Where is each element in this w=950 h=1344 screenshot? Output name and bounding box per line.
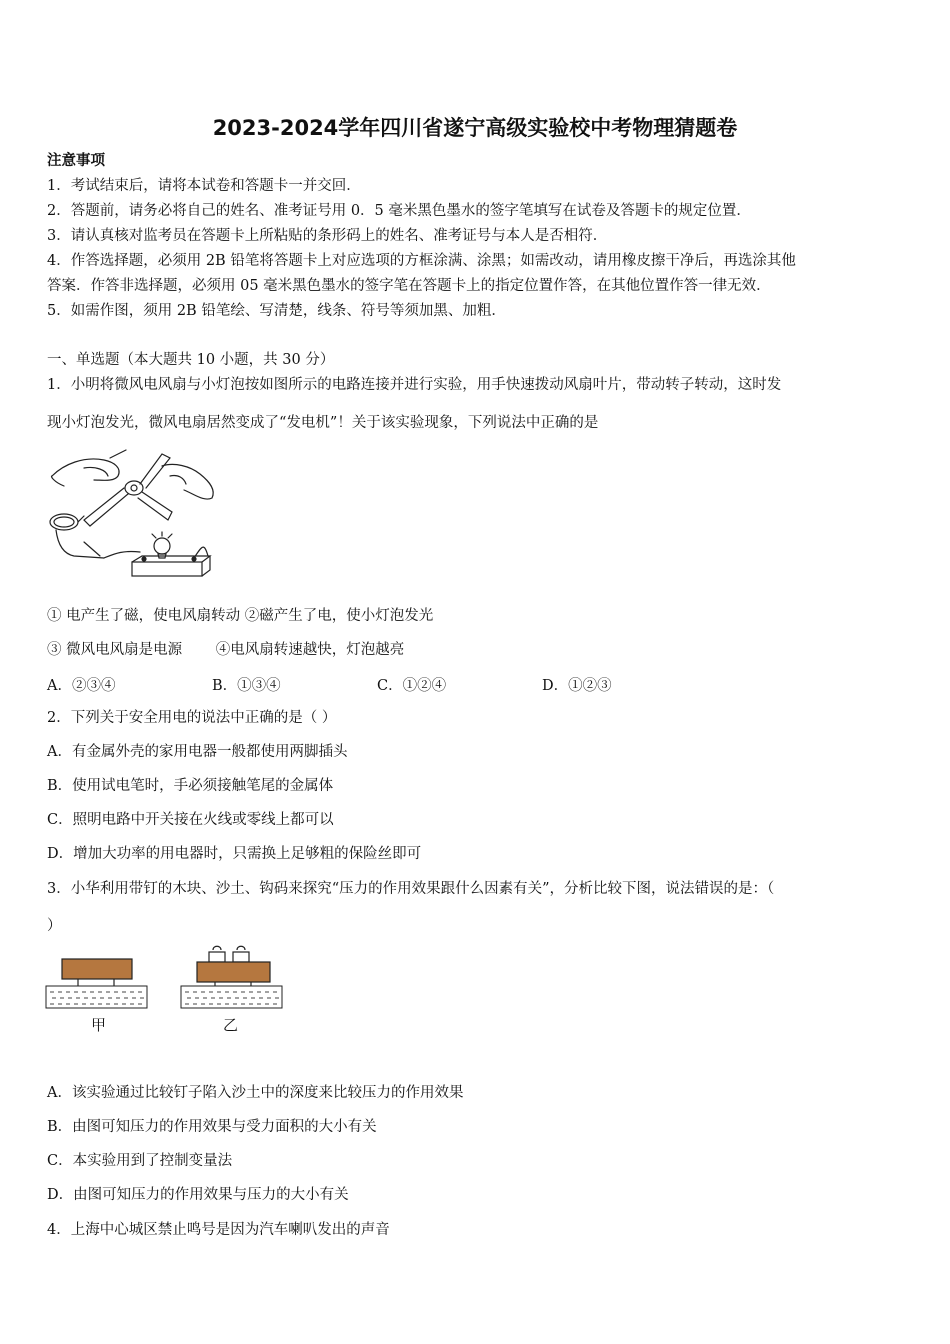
q1-options (47, 674, 662, 695)
q1-option-c[interactable]: C．①②④ (377, 678, 447, 694)
q1-statements-line2: ③ 微风电风扇是电源 ④电风扇转速越快，灯泡越亮 (47, 642, 405, 658)
notice-item: 1．考试结束后，请将本试卷和答题卡一并交回． (47, 178, 361, 194)
notice-item: 5．如需作图，须用 2B 铅笔绘、写清楚，线条、符号等须加黑、加粗． (47, 303, 506, 319)
q2-option-d[interactable]: D．增加大功率的用电器时，只需换上足够粗的保险丝即可 (47, 846, 422, 862)
q3-option-a[interactable]: A．该实验通过比较钉子陷入沙土中的深度来比较压力的作用效果 (47, 1085, 464, 1101)
notice-item: 4．作答选择题，必须用 2B 铅笔将答题卡上对应选项的方框涂满、涂黑；如需改动，请用橡皮擦干净后，再选涂其他 (47, 253, 796, 269)
figure-label-yi: 乙 (223, 1016, 239, 1034)
notice-item: 2．答题前，请务必将自己的姓名、准考证号用 0．5 毫米黑色墨水的签字笔填写在试卷及答题卡的规定位置． (47, 203, 751, 219)
section-heading: 一、单选题（本大题共 10 小题，共 30 分） (47, 352, 335, 368)
nail-block-figure-jia (44, 956, 150, 1012)
notice-item: 答案．作答非选择题，必须用 05 毫米黑色墨水的签字笔在答题卡上的指定位置作答，在其他位置作答一律无效． (47, 278, 771, 294)
q1-stem-line2: 现小灯泡发光，微风电扇居然变成了“发电机”！关于该实验现象，下列说法中正确的是 (47, 415, 599, 431)
notice-item: 3．请认真核对监考员在答题卡上所粘贴的条形码上的姓名、准考证号与本人是否相符． (47, 228, 608, 244)
q3-option-c[interactable]: C．本实验用到了控制变量法 (47, 1153, 233, 1169)
q3-stem-line1: 3．小华利用带钉的木块、沙土、钩码来探究“压力的作用效果跟什么因素有关”，分析比较下图，说法错误的是：（ (47, 881, 775, 897)
q1-option-a[interactable]: A．②③④ (47, 678, 116, 694)
q1-stem-line1: 1．小明将微风电风扇与小灯泡按如图所示的电路连接并进行实验，用手快速拨动风扇叶片，带动转子转动，这时发 (47, 377, 782, 393)
q2-stem: 2．下列关于安全用电的说法中正确的是（ ） (47, 710, 337, 726)
q4-stem: 4．上海中心城区禁止鸣号是因为汽车喇叭发出的声音 (47, 1222, 390, 1238)
q1-option-b[interactable]: B．①③④ (212, 678, 281, 694)
q3-option-d[interactable]: D．由图可知压力的作用效果与压力的大小有关 (47, 1187, 349, 1203)
fan-bulb-circuit-figure (44, 446, 219, 586)
q2-option-a[interactable]: A．有金属外壳的家用电器一般都使用两脚插头 (47, 744, 348, 760)
q2-option-c[interactable]: C．照明电路中开关接在火线或零线上都可以 (47, 812, 334, 828)
figure-label-jia: 甲 (91, 1016, 107, 1034)
q3-option-b[interactable]: B．由图可知压力的作用效果与受力面积的大小有关 (47, 1119, 377, 1135)
nail-block-figure-yi (179, 944, 285, 1012)
q2-option-b[interactable]: B．使用试电笔时，手必须接触笔尾的金属体 (47, 778, 334, 794)
q1-option-d[interactable]: D．①②③ (542, 678, 612, 694)
q3-stem-line2: ） (47, 918, 62, 934)
q1-statements-line1: ① 电产生了磁，使电风扇转动 ②磁产生了电，使小灯泡发光 (47, 608, 434, 624)
page-title: 2023-2024学年四川省遂宁高级实验校中考物理猜题卷 (212, 116, 738, 140)
notice-heading: 注意事项 (47, 152, 105, 169)
